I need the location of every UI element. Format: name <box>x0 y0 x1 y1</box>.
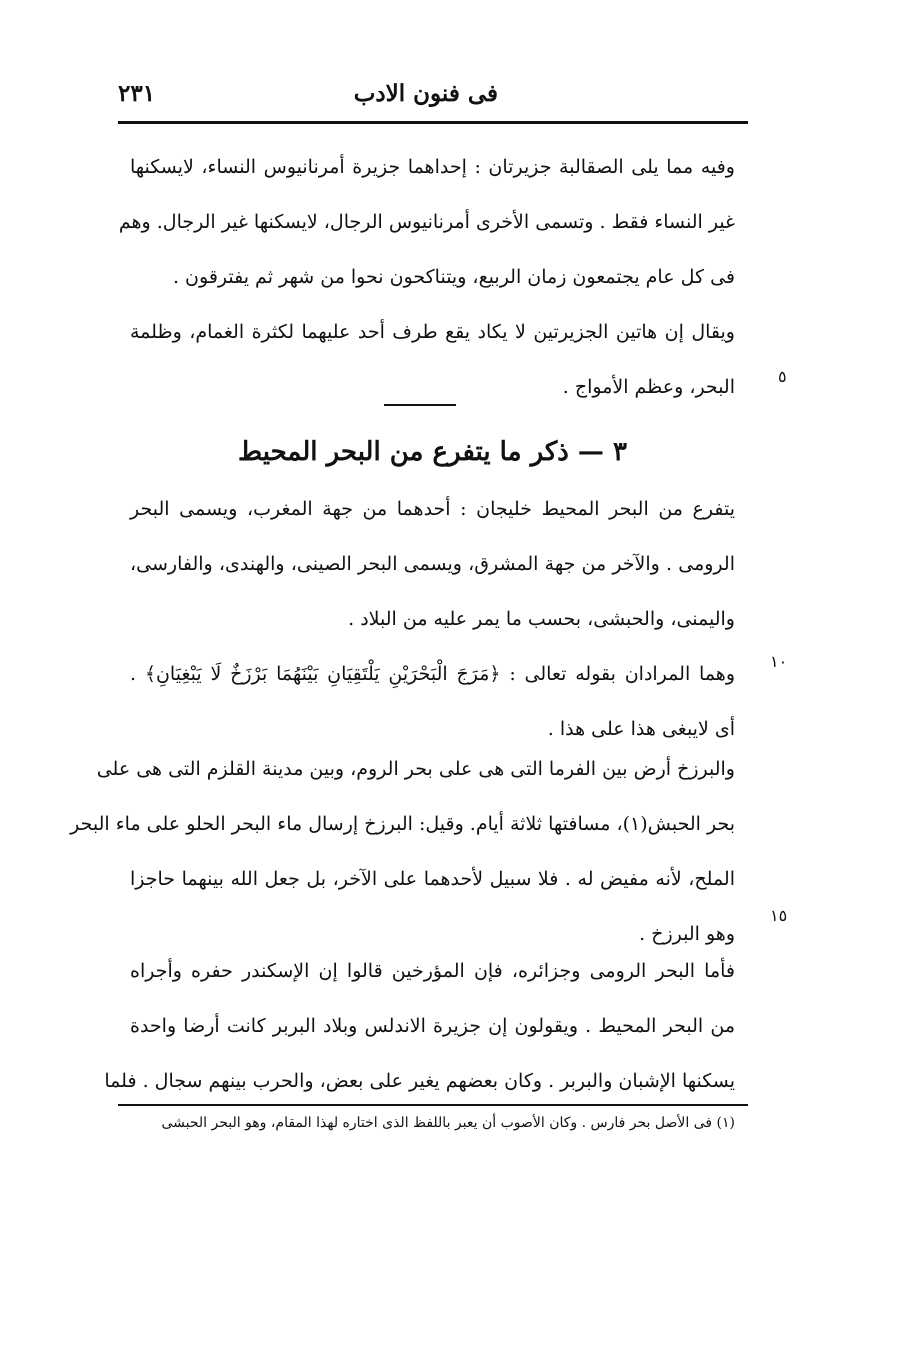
text-line: وهو البرزخ . <box>639 923 735 945</box>
text-line: وفيه مما يلى الصقالبة جزيرتان : إحداهما جزيرة أمرنانيوس النساء، لايسكنها <box>130 156 735 178</box>
text-line: فأما البحر الرومى وجزائره، فإن المؤرخين قالوا إن الإسكندر حفره وأجراه <box>130 960 735 982</box>
text-line: بحر الحبش(١)، مسافتها ثلاثة أيام. وقيل: البرزخ إرسال ماء البحر الحلو على ماء البحر <box>70 813 735 835</box>
text-line: وهما المرادان بقوله تعالى : ﴿مَرَجَ الْبَحْرَيْنِ يَلْتَقِيَانِ بَيْنَهُمَا بَرْزَخٌ لَا يَبْغِيَانِ﴾ . <box>130 663 735 685</box>
running-header <box>118 78 748 118</box>
running-title: فى فنون الادب <box>353 80 498 107</box>
text-line: واليمنى، والحبشى، بحسب ما يمر عليه من البلاد . <box>348 608 735 630</box>
section-text-1 <box>130 482 735 757</box>
footnote: (١) فى الأصل بحر فارس . وكان الأصوب أن يعبر باللفظ الذى اختاره لهذا المقام، وهو البحر الحبشى <box>161 1115 735 1131</box>
text-line: والبرزخ أرض بين الفرما التى هى على بحر الروم، وبين مدينة القلزم التى هى على <box>96 758 735 780</box>
text-line: يتفرع من البحر المحيط خليجان : أحدهما من جهة المغرب، ويسمى البحر <box>130 498 735 520</box>
footnote-rule <box>118 1104 748 1106</box>
section-heading: ٣ — ذكر ما يتفرع من البحر المحيط <box>238 437 627 467</box>
line-number-10: ١٠ <box>770 652 788 671</box>
section-text-2 <box>70 742 735 962</box>
text-line: الرومى . والآخر من جهة المشرق، ويسمى البحر الصينى، والهندى، والفارسى، <box>130 553 735 575</box>
page-number: ٢٣١ <box>118 80 156 107</box>
line-number-5: ٥ <box>778 367 787 386</box>
text-line: ويقال إن هاتين الجزيرتين لا يكاد يقع طرف أحد عليهما لكثرة الغمام، وظلمة <box>130 321 735 343</box>
header-rule <box>118 121 748 124</box>
opening-text <box>118 140 735 415</box>
line-number-15: ١٥ <box>770 906 788 925</box>
text-line: من البحر المحيط . ويقولون إن جزيرة الاندلس وبلاد البربر كانت أرضا واحدة <box>130 1015 735 1037</box>
text-line: أى لايبغى هذا على هذا . <box>547 718 735 740</box>
text-line: البحر، وعظم الأمواج . <box>562 376 735 398</box>
text-line: غير النساء فقط . وتسمى الأخرى أمرنانيوس الرجال، لايسكنها غير الرجال. وهم <box>118 211 735 233</box>
text-line: فى كل عام يجتمعون زمان الربيع، ويتناكحون نحوا من شهر ثم يفترقون . <box>172 266 735 288</box>
text-line: يسكنها الإشبان والبربر . وكان بعضهم يغير على بعض، والحرب بينهم سجال . فلما <box>104 1070 735 1092</box>
section-separator <box>384 404 456 406</box>
text-line: الملح، لأنه مفيض له . فلا سبيل لأحدهما على الآخر، بل جعل الله بينهما حاجزا <box>130 868 735 890</box>
section-text-3 <box>104 944 735 1109</box>
